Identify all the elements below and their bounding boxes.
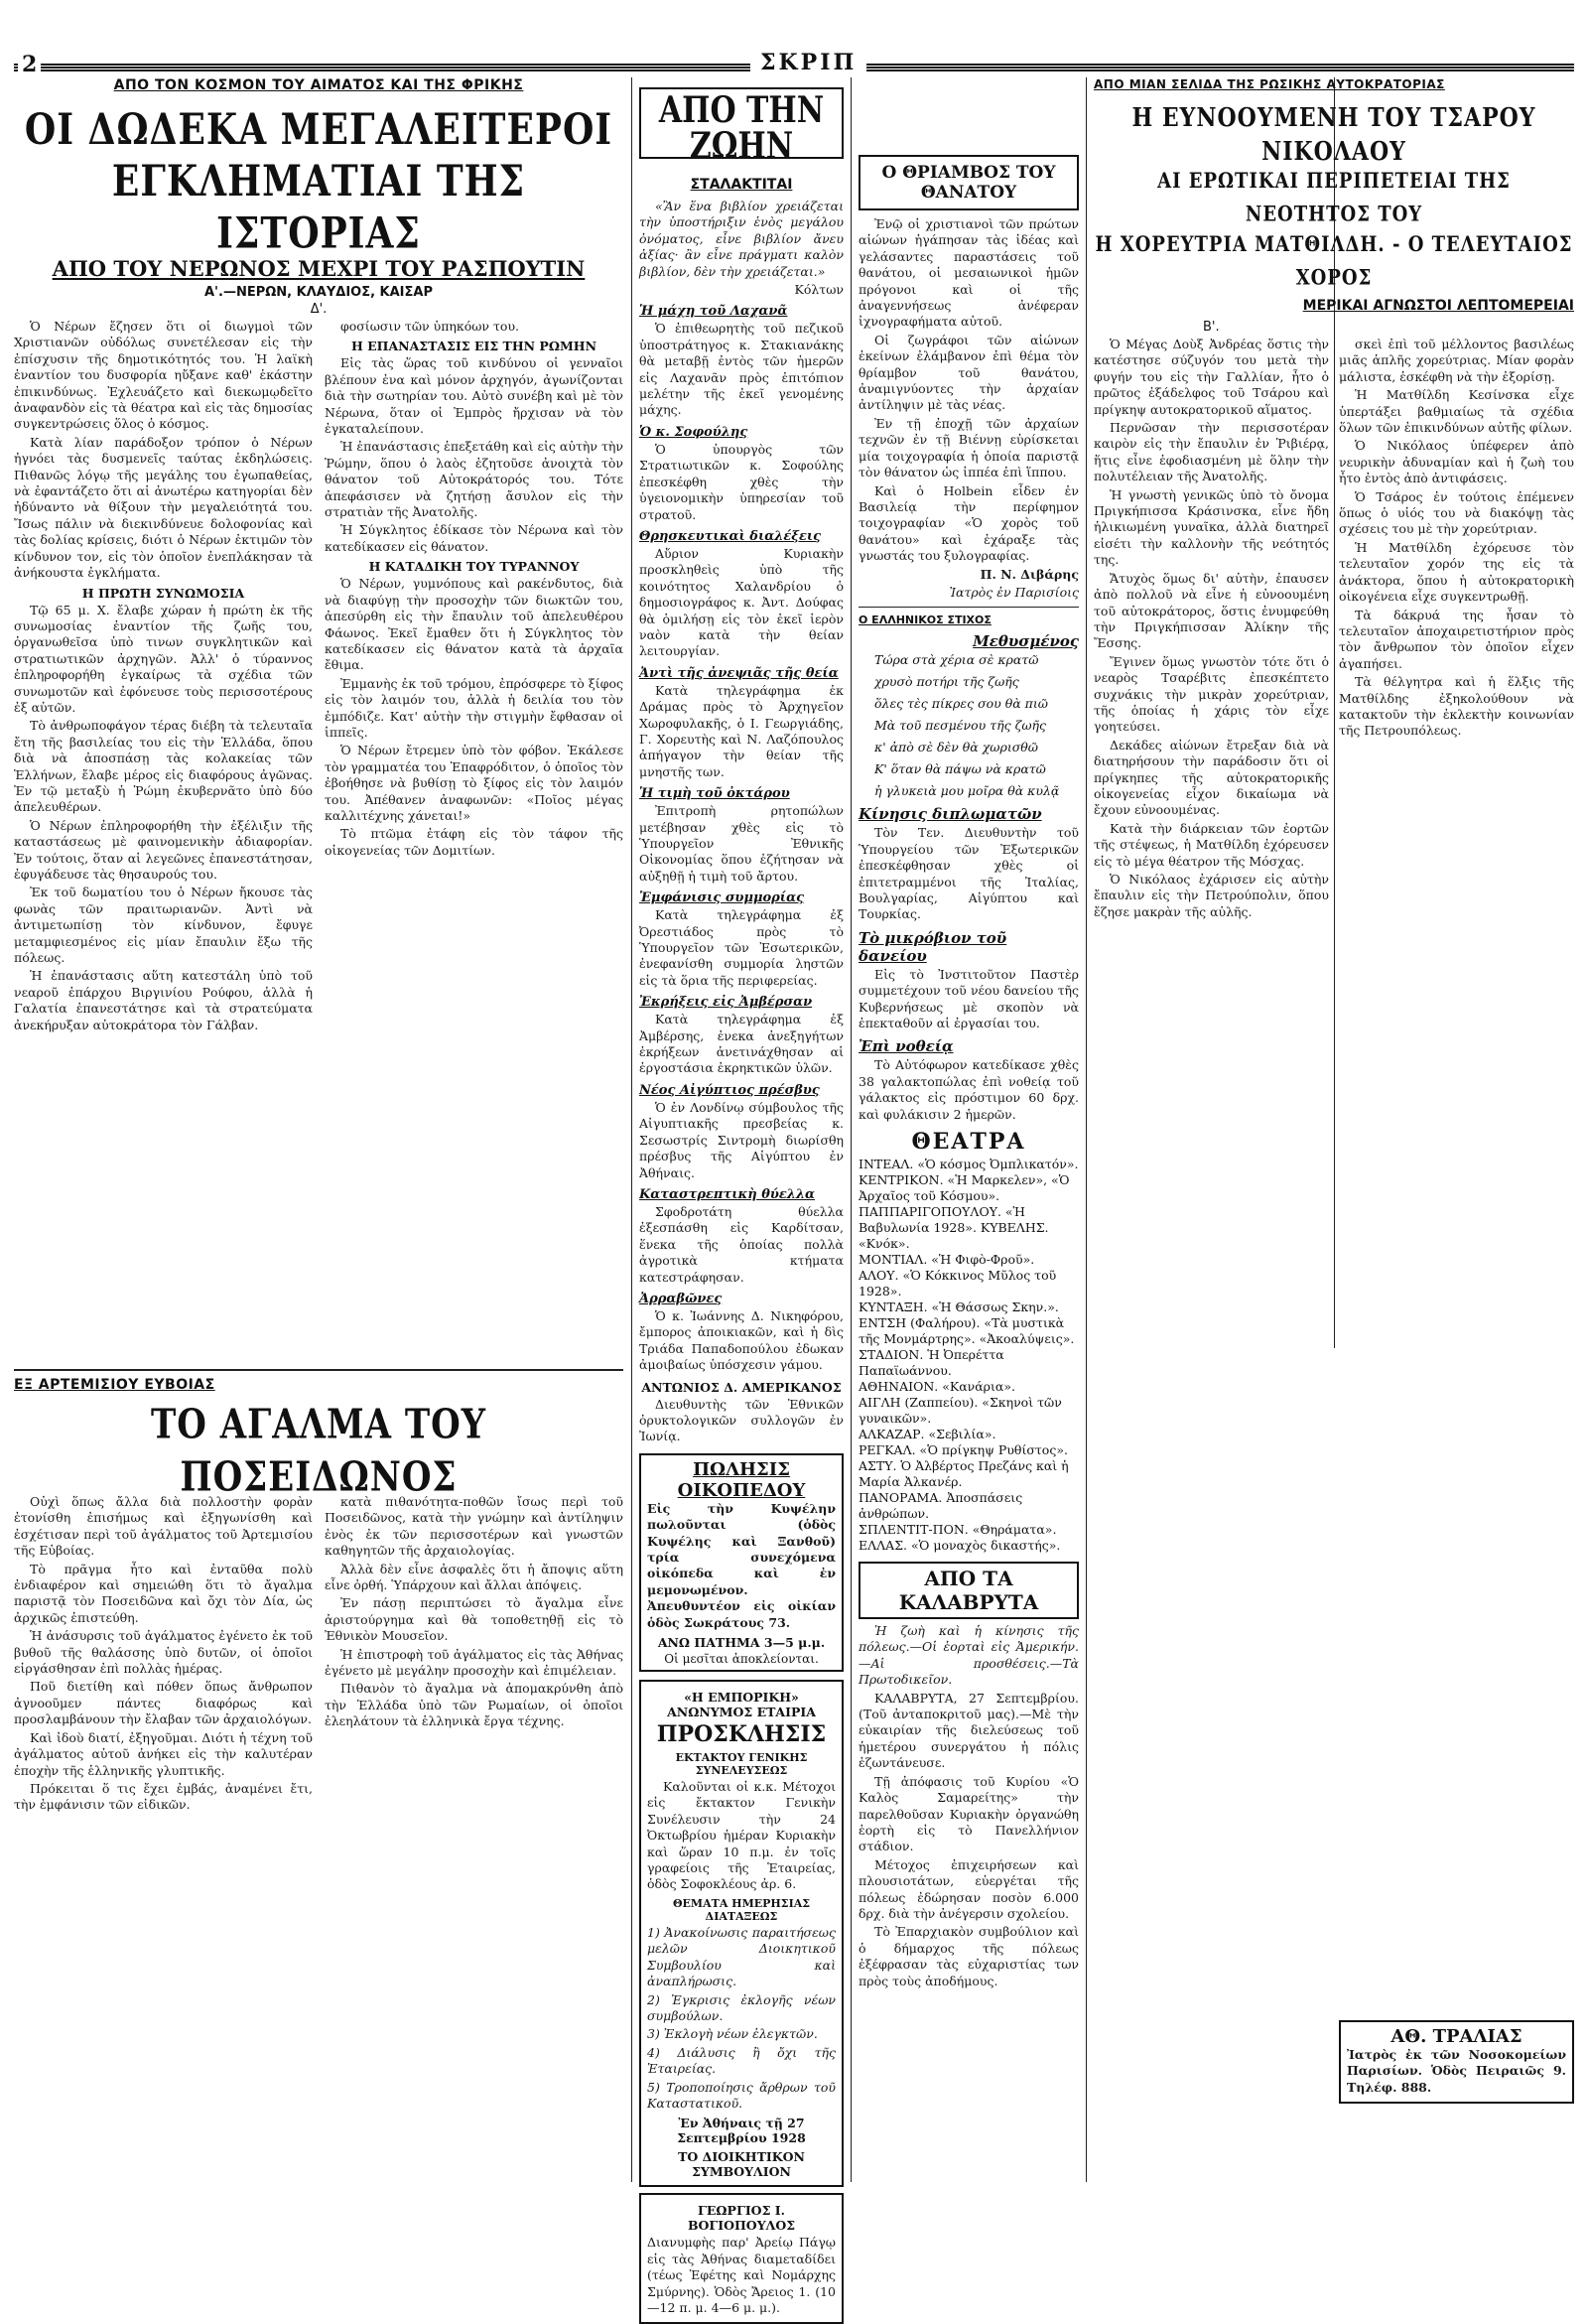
article-dek: Α'.—ΝΕΡΩΝ, ΚΛΑΥΔΙΟΣ, ΚΑΙΣΑΡ <box>203 285 433 300</box>
item-heading: Ἐμφάνισις συμμορίας <box>639 890 804 906</box>
paragraph: Δεκάδες αἰώνων ἔτρεξαν διὰ νὰ διατηρήσουν τὴν παράδοσιν ὅτι οἱ πρίγκηπες τῆς αὐτοκρατορικῆς οἰκογενείας εἶχον δικαίωμα νὰ ἔχουν εὐνοουμένας. <box>1094 737 1329 818</box>
paragraph: Ὁ Νικόλαος ὑπέφερεν ἀπὸ νευρικὴν ἀδυναμίαν καὶ ἡ ζωὴ του ἦτο ἐντὸς ἀπὸ ἀντιφάσεις. <box>1339 438 1574 486</box>
headline-line-2: ΑΙ ΕΡΩΤΙΚΑΙ ΠΕΡΙΠΕΤΕΙΑΙ ΤΗΣ ΝΕΟΤΗΤΟΣ ΤΟΥ <box>1157 168 1511 227</box>
quote: «Ἂν ἕνα βιβλίον χρειάζεται τὴν ὑποστήριξιν ἑνὸς μεγάλου ὀνόματος, εἶνε βιβλίον ἄνευ ἀξίας· ἂν εἶνε πράγματι καλὸν βιβλίον, δὲν τὴν χρειάζεται.» <box>639 199 844 279</box>
paragraph: Ἐμμανὴς ἐκ τοῦ τρόμου, ἐπρόσφερε τὸ ξίφος εἰς τὸν λαιμόν του, ἀλλὰ ἡ δειλία του τὸν ἐμπόδιζε. Κατ' αὐτὴν τὴν στιγμὴν ἔφθασαν οἱ ἱππεῖς. <box>325 675 623 740</box>
paragraph: Οἱ ζωγράφοι τῶν αἰώνων ἐκείνων ἐλάμβανον ἐπὶ θέμα τὸν θρίαμβον τοῦ θανάτου, ἀναμιγνύοντες τὴν ἀρχαίαν ἀντίληψιν μὲ τὰς νέας. <box>859 332 1079 413</box>
headline-line-1: ΟΙ ΔΩΔΕΚΑ ΜΕΓΑΛΕΙΤΕΡΟΙ <box>24 104 613 155</box>
ad-subtitle: ΕΚΤΑΚΤΟΥ ΓΕΝΙΚΗΣ ΣΥΝΕΛΕΥΣΕΩΣ <box>675 1751 808 1778</box>
headline-line-2: ΕΓΚΛΗΜΑΤΙΑΙ ΤΗΣ ΙΣΤΟΡΙΑΣ <box>111 156 526 259</box>
article-col-right <box>325 1494 623 2129</box>
section-title-box <box>639 87 844 168</box>
item-body: Ἐπιτροπὴ ρητοπώλων μετέβησαν χθὲς εἰς τὸ Ὑπουργεῖον Ἐθνικῆς Οἰκονομίας ὅπου ἐζήτησαν νὰ αὐξηθῇ ἡ τιμὴ τοῦ ἄρτου. <box>639 803 844 884</box>
theatre-line: ΙΝΤΕΑΛ. «Ὁ κόσμος Ὀμπλικατόν». <box>859 1157 1079 1172</box>
paragraph: Μέτοχος ἐπιχειρήσεων καὶ πλουσιοτάτων, εὐεργέται τῆς πόλεως ἐδώρησαν ποσὸν 6.000 δρχ. διὰ τὴν ἀνέγερσιν σχολείου. <box>859 1856 1079 1921</box>
quote-author: Κόλτων <box>794 282 844 298</box>
byline-sub: Ἰατρὸς ἐν Παρισίοις <box>949 584 1079 600</box>
poetry-kicker: Ο ΕΛΛΗΝΙΚΟΣ ΣΤΙΧΟΣ <box>859 614 992 627</box>
theatre-line: ΑΛΟΥ. «Ὁ Κόκκινος Μῦλος τοῦ 1928». <box>859 1268 1057 1299</box>
theatre-line: ΕΛΛΑΣ. «Ὁ μοναχὸς δικαστής». <box>859 1538 1061 1554</box>
paragraph: Τὸ Ἐπαρχιακὸν συμβούλιον καὶ ὁ δήμαρχος τῆς πόλεως ἐξέφρασαν τὰς εὐχαριστίας των πρὸς τοὺς ἀποδήμους. <box>859 1924 1079 1988</box>
theatre-line: ΣΤΑΔΙΟΝ. Ἡ Ὀπερέττα Παπαϊωάννου. <box>859 1347 1004 1379</box>
news-item <box>639 529 844 660</box>
paragraph: Ἡ Ματθίλδη ἐχόρευσε τὸν τελευταῖον χορόν της εἰς τὰ ἀνάκτορα, ὅπου ἡ αὐτοκρατορικὴ οἰκογένεια εἶχε συγκεντρωθῇ. <box>1339 539 1574 605</box>
theatre-line: ΚΕΝΤΡΙΚΟΝ. «Ἡ Μαρκελεν», «Ὁ Ἀρχαῖος τοῦ Κόσμου». <box>859 1172 1070 1204</box>
item-body: Εἰς τὸ Ἰνστιτοῦτον Παστὲρ συμμετέχουν τοῦ νέου δανείου τῆς Κυβερνήσεως μὲ σκοπὸν νὰ ἐπεκταθοῦν αἱ ἐργασίαι του. <box>859 966 1079 1030</box>
news-item <box>639 1187 844 1286</box>
theatre-line: ΚΥΝΤΑΞΗ. «Ἡ Θάσσως Σκην.». <box>859 1299 1059 1315</box>
paragraph: Τῇ ἀπόφασις τοῦ Κυρίου «Ὁ Καλὸς Σαμαρείτης» τὴν παρελθοῦσαν Κυριακὴν ὀργανώθη ἑορτὴ εἰς τὸ Πανελλήνιον στάδιον. <box>859 1773 1079 1854</box>
theatre-line: ΑΙΓΛΗ (Ζαππείου). «Σκηνοὶ τῶν γυναικῶν». <box>859 1395 1062 1427</box>
article-subhead: ΑΠΟ ΤΟΥ ΝΕΡΩΝΟΣ ΜΕΧΡΙ ΤΟΥ ΡΑΣΠΟΥΤΙΝ <box>52 256 586 281</box>
theatre-line: ΑΣΤΥ. Ὁ Ἀλβέρτος Πρεζάνς καὶ ἡ Μαρία Ἀλκανέρ. <box>859 1458 1069 1490</box>
item-body: Τὸ Αὐτόφωρον κατεδίκασε χθὲς 38 γαλακτοπώλας ἐπὶ νοθείᾳ τοῦ γάλακτος εἰς πρόστιμον 60 δρχ. καὶ φυλάκισιν 2 ἡμερῶν. <box>859 1057 1079 1122</box>
notice-body: Διευθυντὴς τῶν Ἐθνικῶν ὀρυκτολογικῶν συλλογῶν ἐν Ἰωνίᾳ. <box>639 1396 844 1444</box>
item-body: Ὁ ἐν Λονδίνῳ σύμβουλος τῆς Αἰγυπτιακῆς πρεσβείας κ. Σεσωστρίς Σιντρομὴ διωρίσθη πρέσβυς τῆς Αἰγύπτου ἐν Ἀθήναις. <box>639 1099 844 1180</box>
paragraph: Ἄτυχὸς ὅμως δι' αὐτὴν, ἐπαυσεν ἀπὸ πολλοῦ νὰ εἶνε ἡ εὐνοουμένη τοῦ αὐτοκράτορος, ὅστις ἐνυμφεύθη τὴν Πριγκήπισσαν Ἀλίκην τῆς Ἔσσης. <box>1094 570 1329 651</box>
headline-line-1: Η ΕΥΝΟΟΥΜΕΝΗ ΤΟΥ ΤΣΑΡΟΥ ΝΙΚΟΛΑΟΥ <box>1131 102 1536 167</box>
article-criminals <box>14 77 623 2182</box>
ad-meeting-notice <box>639 1680 844 2187</box>
paragraph: Οὐχὶ ὅπως ἄλλα διὰ πολλοστὴν φορὰν ἐτονίσθη ἐπισήμως καὶ ἐξηγωνίσθη καὶ ἐσχέτισαν περὶ τοῦ ἀγάλματος τοῦ Ἀρτεμισίου τῆς Εὐβοίας. <box>14 1494 313 1559</box>
article-kicker: ΑΠΟ ΤΟΝ ΚΟΣΜΟΝ ΤΟΥ ΑΙΜΑΤΟΣ ΚΑΙ ΤΗΣ ΦΡΙΚΗΣ <box>113 77 524 93</box>
item-heading: Τὸ μικρόβιον τοῦ δανείου <box>859 928 1007 965</box>
item-heading: Ἡ μάχη τοῦ Λαχανᾶ <box>639 304 788 320</box>
news-item <box>639 425 844 523</box>
ad-note: Οἱ μεσῖται ἀποκλείονται. <box>664 1652 819 1667</box>
column-from-life <box>639 77 844 2315</box>
column-rule <box>851 77 852 2182</box>
poem-line: χρυσὸ ποτήρι τῆς ζωῆς <box>874 674 1019 690</box>
paragraph: Ἀλλὰ δὲν εἶνε ἀσφαλὲς ὅτι ἡ ἄποψις αὕτη εἶνε ὀρθή. Ὑπάρχουν καὶ ἄλλαι ἀπόψεις. <box>325 1561 623 1593</box>
article-col-left <box>14 1494 313 2129</box>
news-item <box>639 1292 844 1374</box>
byline: Π. Ν. Διβάρης <box>980 566 1079 582</box>
ad-land-sale <box>639 1453 844 1672</box>
ad-doctor <box>1339 2020 1574 2104</box>
ad-title: ΠΩΛΗΣΙΣ ΟΙΚΟΠΕΔΟΥ <box>677 1458 806 1501</box>
item-heading: Καταστρεπτικὴ θύελλα <box>639 1186 816 1202</box>
item-body: Τὸν Τεν. Διευθυντὴν τοῦ Ὑπουργείου τῶν Ἐξωτερικῶν ἐπεσκέφθησαν χθὲς οἱ ἐπιτετραμμένοι τῆς Ἰταλίας, Βουλγαρίας, Αἰγύπτου καὶ Τουρκίας. <box>859 825 1079 922</box>
item-body: Κατὰ τηλεγράφημα ἐξ Ὀρεστιάδος πρὸς τὸ Ὑπουργεῖον τῶν Ἐσωτερικῶν, ἐνεφανίσθη συμμορία ληστῶν εἰς τὰ ὅρια τῆς περιφερείας. <box>639 907 844 988</box>
news-item <box>639 304 844 418</box>
news-item <box>859 1037 1079 1123</box>
article-part: Δ'. <box>310 302 328 317</box>
paragraph: Πρόκειται ὅ τις ἔχει ἐμβάς, ἀναμένει ἔτι, τὴν ἐμφάνισιν τῶν εἰδικῶν. <box>14 1780 313 1813</box>
item-heading: Ἡ τιμὴ τοῦ ὀκτάρου <box>639 786 790 802</box>
article-title: ΑΠΟ ΤΑ ΚΑΛΑΒΡΥΤΑ <box>898 1567 1039 1615</box>
notice-name: ΑΝΤΩΝΙΟΣ Δ. ΑΜΕΡΙΚΑΝΟΣ <box>641 1379 842 1395</box>
theatre-line: ΑΘΗΝΑΙΟΝ. «Κανάρια». <box>859 1379 1015 1395</box>
item-heading: Νέος Αἰγύπτιος πρέσβυς <box>639 1082 820 1098</box>
divider <box>859 607 1079 608</box>
column-rule <box>1086 77 1087 2182</box>
paragraph: Ἐκ τοῦ δωματίου του ὁ Νέρων ἤκουσε τὰς φωνὰς τῶν πραιτωριανῶν. Ἀντὶ νὰ ἀντιμετωπίσῃ τὸν κίνδυνον, ἔφυγε μεταμφιεσμένος εἰς μίαν ἔπαυλιν ἔξω τῆς πόλεως. <box>14 885 313 966</box>
paragraph: Εἰς τὰς ὥρας τοῦ κινδύνου οἱ γενναῖοι βλέπουν ἐνα καὶ μόνον ἀρχηγόν, ἀγωνίζονται διὰ τὴν σωτηρίαν του. Αὐτὸ συνέβη καὶ μὲ τὸν Νέρωνα, ὅταν οἱ Ἐμπρὸς ἤρχισαν νὰ τὸν ἐγκαταλείπουν. <box>325 355 623 437</box>
paragraph: σκεὶ ἐπὶ τοῦ μέλλοντος βασιλέως μιᾶς ἁπλῆς χορεύτριας. Μίαν φορὰν μάλιστα, ἐσκέφθη νὰ τὴν ἐξορίσῃ. <box>1339 337 1574 384</box>
item-heading: Ἐπὶ νοθείᾳ <box>859 1037 954 1056</box>
ad-title: ΠΡΟΣΚΛΗΣΙΣ <box>656 1721 827 1748</box>
poem-line: ὅλες τὲς πίκρες σου θὰ πιῶ <box>874 696 1048 712</box>
paragraph: Ἐν τῇ ἐποχῇ τῶν ἀρχαίων τεχνῶν ἐν τῇ Βιέννῃ εὑρίσκεται μία τοιχογραφία ἡ ὁποία παριστᾷ τὸν θάνατον ὡς ἱππέα ἐπὶ ἵππου. <box>859 415 1079 480</box>
article-title-box <box>859 1562 1079 1619</box>
news-item <box>639 1083 844 1181</box>
divider <box>14 1369 623 1371</box>
agenda-item: 1) Ἀνακοίνωσις παραιτήσεως μελῶν Διοικητικοῦ Συμβουλίου καὶ ἀναπλήρωσις. <box>647 1924 836 1989</box>
article-summary: Ἡ ζωὴ καὶ ἡ κίνησις τῆς πόλεως.—Οἱ ἑορταὶ εἰς Ἀμερικήν.—Αἱ προσθέσεις.—Τὰ Πρωτοδικεῖον. <box>859 1623 1079 1688</box>
item-body: Ὁ ὑπουργὸς τῶν Στρατιωτικῶν κ. Σοφούλης ἐπεσκέφθη χθὲς τὴν ὑγειονομικὴν ὑπηρεσίαν τοῦ στρατοῦ. <box>639 441 844 522</box>
paragraph: Τὸ πρᾶγμα ἦτο καὶ ἐνταῦθα πολὺ ἐνδιαφέρον καὶ σημειώθη ὅτι τὸ ἄγαλμα παριστᾷ τὸν Ποσειδῶνα καὶ ὄχι τὸν Δία, ὡς ἀρχικῶς ἐπιστεύθη. <box>14 1561 313 1625</box>
masthead <box>14 50 1574 77</box>
article-col-left <box>14 319 313 1361</box>
ad-lawyer <box>639 2193 844 2324</box>
paragraph: Ἡ Ματθίλδη Κεσίνσκα εἶχε ὑπερτάξει βαθμιαίως τὰ σχέδια ὅλων τῶν ἐπικινδύνων αὐτῆς φίλων. <box>1339 387 1574 436</box>
article-tsar <box>1094 77 1574 2182</box>
article-headline: ΤΟ ΑΓΑΛΜΑ ΤΟΥ ΠΟΣΕΙΔΩΝΟΣ <box>150 1401 487 1502</box>
agenda-item: 3) Ἐκλογὴ νέων ἐλεγκτῶν. <box>647 2026 818 2042</box>
paragraph: Ὁ Νέρων ἐπληροφορήθη τὴν ἐξέλιξιν τῆς καταστάσεως μὲ φαινομενικὴν ἀδιαφορίαν. Ἐν τούτοις, ὅταν αἱ λεγεῶνες ἐπανεστάτησαν, ἐφυγάδευσε τὰς θησαυρούς του. <box>14 817 313 882</box>
article-part: Β'. <box>1203 320 1220 335</box>
article-body <box>14 319 623 1361</box>
paragraph: Κατὰ λίαν παράδοξον τρόπον ὁ Νέρων ἠγνόει τὰς δυσμενεῖς ταύτας ἐκδηλώσεις. Πιθανῶς λόγῳ τῆς μεγάλης του ἐγωπαθείας, νὰ ἐφαντάζετο ὅτι αἱ ἀνωτέρω κατηγορίαι δὲν ἠδύναντο νὰ θίξουν τὴν μεγαλειότητά του. Ἴσως πάλιν νὰ διεκινδύνευε δολοφονίας καὶ τὰς δολίας κρίσεις, διότι ὁ Νέρων ἐκτιμῶν τὸν κίνδυνον τον, εἰς τὸν ὁποῖον ἐνεπλάκησαν τὰ ἀνήκουστα ἐγκλήματα. <box>14 434 313 581</box>
item-body: Αὔριον Κυριακὴν προσκληθεὶς ὑπὸ τῆς κοινότητος Χαλανδρίου ὁ δημοσιογράφος κ. Ἀντ. Δούφας θὰ ὁμιλήσῃ εἰς τὸν ἐκεῖ ἱερὸν ναὸν κατὰ τὴν θείαν λειτουργίαν. <box>639 545 844 659</box>
section-heading: Η ΠΡΩΤΗ ΣΥΝΩΜΟΣΙΑ <box>81 585 245 601</box>
article-subhead: ΜΕΡΙΚΑΙ ΑΓΝΩΣΤΟΙ ΛΕΠΤΟΜΕΡΕΙΑΙ <box>1302 298 1574 314</box>
poem-title: Μεθυσμένος <box>973 632 1079 651</box>
poem-line: Κ' ὅταν θὰ πάψω νὰ κρατῶ <box>874 761 1046 777</box>
paragraph: Ἐνῷ οἱ χριστιανοὶ τῶν πρώτων αἰώνων ἡγάπησαν τὰς ἰδέας καὶ γελάσαντες παραστάσεις τοῦ θανάτου, οἱ μεσαιωνικοὶ ἡμῶν πρόγονοι καὶ οἱ τῆς ἀναγεννήσεως ἀνέφεραν ἰχνογραφήματα αὐτοῦ. <box>859 216 1079 330</box>
paragraph: κατὰ πιθανότητα-ποθῶν ἴσως περὶ τοῦ Ποσειδῶνος, κατὰ τὴν γνώμην καὶ ἀντίληψιν ἐνὸς ἐκ τῶν περισσοτέρων καὶ γνωστῶν καθηγητῶν τῆς ἀρχαιολογίας. <box>325 1494 623 1559</box>
theatre-line: ΣΠΛΕΝΤΙΤ-ΠΟΝ. «Θηράματα». <box>859 1522 1057 1538</box>
theatre-line: ΜΟΝΤΙΑΛ. «Ἡ Φιφὸ-Φροῦ». <box>859 1252 1035 1268</box>
section-subtitle: ΣΤΑΛΑΚΤΙΤΑΙ <box>690 177 793 193</box>
paragraph: ΚΑΛΑΒΡΥΤΑ, 27 Σεπτεμβρίου. (Τοῦ ἀνταποκριτοῦ μας).—Μὲ τὴν εὐκαιρίαν τῆς διελεύσεως τοῦ ἡμετέρου συνεργάτου ἡ πόλις ἐζωντάνευσε. <box>859 1690 1079 1771</box>
news-item <box>639 890 844 989</box>
news-item <box>859 805 1079 922</box>
ad-company: «Η ΕΜΠΟΡΙΚΗ» ΑΝΩΝΥΜΟΣ ΕΤΑΙΡΙΑ <box>667 1690 816 1720</box>
paragraph: Τὰ δάκρυά της ἦσαν τὸ τελευταῖον ἀποχαιρετιστήριον πρὸς τὸν ἄνθρωπον τὸν ὁποῖον εἶχεν ἀγαπήσει. <box>1339 607 1574 671</box>
newspaper-name: ΣΚΡΙΠ <box>750 50 866 75</box>
paragraph: Τὰ θέλγητρα καὶ ἡ ἕλξις τῆς Ματθίλδης ἐξηκολούθουν νὰ κατακτοῦν τὴν ἐκλεκτὴν κοινωνίαν τῆς Πετρουπόλεως. <box>1339 674 1574 739</box>
item-body: Κατὰ τηλεγράφημα ἐξ Ἀμβέρσης, ἐνεκα ἀνεξηγήτων ἐκρήξεων ἀνετινάχθησαν αἱ ἐργοστάσια ἐκρηκτικῶν ὑλῶν. <box>639 1012 844 1076</box>
paragraph: Ἡ ἐπιστροφὴ τοῦ ἀγάλματος εἰς τὰς Ἀθήνας ἐγένετο μὲ μεγάλην προσοχὴν καὶ ἐπιμέλειαν. <box>325 1646 623 1679</box>
ad-body: Καλοῦνται οἱ κ.κ. Μέτοχοι εἰς ἔκτακτον Γενικὴν Συνέλευσιν τὴν 24 Ὀκτωβρίου ἡμέραν Κυριακὴν καὶ ὥραν 10 π.μ. ἐν τοῖς γραφείοις τῆς Ἑταιρείας, ὁδὸς Σοφοκλέους ἀρ. 6. <box>647 1779 836 1892</box>
poem-line: Μὰ τοῦ πεσμένου τῆς ζωῆς <box>874 718 1047 734</box>
section-title: ΑΠΟ ΤΗΝ ΖΩΗΝ <box>658 89 825 168</box>
paragraph: Ποῦ διετίθη καὶ πόθεν ὅπως ἄνθρωπον ἀγνοοῦμεν πάντες διαφόρως καὶ προσλαμβάνουν τὴν ἔλαβαν τῶν ἀρχαιολόγων. <box>14 1679 313 1727</box>
item-heading: Κίνησις διπλωματῶν <box>859 805 1042 824</box>
paragraph: Κατὰ τὴν διάρκειαν τῶν ἐορτῶν τῆς στέψεως, ἡ Ματθίλδη ἐχόρευσεν εἰς τὸ μέγα θέατρον τῆς Μόσχας. <box>1094 820 1329 869</box>
paragraph: Ἡ ἐπανάστασις αὕτη κατεστάλη ὑπὸ τοῦ νεαροῦ ἐπάρχου Βιργινίου Ρούφου, ἀλλὰ ἡ Γαλατία ἐπανεστάτησε καὶ τὰ στρατεύματα ἀνεκήρυξαν αὐτοκράτορα τὸν Γάλβαν. <box>14 968 313 1032</box>
ad-name: ΑΘ. ΤΡΑΛΙΑΣ <box>1390 2025 1522 2047</box>
article-body <box>14 1494 623 2129</box>
theatre-line: ΠΑΠΠΑΡΙΓΟΠΟΥΛΟΥ. «Ἡ Βαβυλωνία 1928». ΚΥΒΕΛΗΣ. «Κνόκ». <box>859 1204 1049 1252</box>
paragraph: Ὁ Νικόλαος ἐχάρισεν εἰς αὐτὴν ἔπαυλιν εἰς τὴν Πετρούπολιν, ὅπου ἔζησε μακρὰν τῆς αὐλῆς. <box>1094 872 1329 919</box>
paragraph: Καὶ ἰδοὺ διατί, ἐξηγοῦμαι. Διότι ἡ τέχνη τοῦ ἀγάλματος αὐτοῦ ἀνήκει εἰς τὴν καλυτέραν ἐποχὴν τῆς ἑλληνικῆς γλυπτικῆς. <box>14 1729 313 1778</box>
news-items <box>639 304 844 1373</box>
paragraph: Τὸ ἀνθρωποφάγον τέρας διέβη τὰ τελευταῖα ἔτη τῆς βασιλείας του εἰς τὴν Ἑλλάδα, ὅπου διὰ νὰ ἀποσπάσῃ τὰς κολακείας τῶν Ἑλλήνων, ἔλαβε μέρος εἰς διαφόρους ἀγῶνας. Ἐν τῷ μεταξὺ ἡ Ῥώμη ἐκυβερνᾶτο ὑπὸ δύο ἀπελευθέρων. <box>14 718 313 815</box>
paragraph: Πιθανὸν τὸ ἄγαλμα νὰ ἀπομακρύνθη ἀπὸ τὴν Ἑλλάδα ὑπὸ τῶν Ρωμαίων, οἱ ὁποῖοι ἐλεηλάτουν τὰ ἑλληνικὰ ἔργα τέχνης. <box>325 1681 623 1729</box>
item-heading: Ὁ κ. Σοφούλης <box>639 424 748 440</box>
paragraph: Ἡ ἐπανάστασις ἐπεξετάθη καὶ εἰς αὐτὴν τὴν Ῥώμην, ὅπου ὁ λαὸς ἐζητοῦσε ἀνοιχτὰ τὸν θάνατον τοῦ Αὐτοκράτορός του. Τότε ἀπεφάσισεν νὰ ζητήσῃ ἄσυλον εἰς τὴν στρατιὰν τῆς Ἀνατολῆς. <box>325 439 623 520</box>
ad-date: Ἐν Ἀθήναις τῇ 27 Σεπτεμβρίου 1928 <box>677 2116 806 2146</box>
theatre-title: ΘΕΑΤΡΑ <box>911 1129 1026 1156</box>
paragraph: Καὶ ὁ Holbein εἶδεν ἐν Βασιλείᾳ τὴν περίφημον τοιχογραφίαν «Ὁ χορὸς τοῦ θανάτου» καὶ ἐχάραξε τὰς γνωστάς του ξυλογραφίας. <box>859 482 1079 564</box>
paragraph: Ὁ Νέρων ἔζησεν ὅτι οἱ διωγμοὶ τῶν Χριστιανῶν οὐδόλως συνετέλεσαν εἰς τὴν ἐπίσχυσιν τῆς δημοτικότητός του. Ἡ λαϊκὴ ἐναντίον του δυσφορία ηὔξανε καθ' ἑκάστην ἐπικινδύνως. Ἐχλευάζετο καὶ διεκωμῳδεῖτο ἀναφανδὸν εἰς τὰ θέατρα καὶ εἰς τὰς δημοσίας συγκεντρώσεις ὅλος ὁ κόσμος. <box>14 319 313 432</box>
item-heading: Ἀρραβῶνες <box>639 1291 723 1306</box>
paragraph: Ἐν πάσῃ περιπτώσει τὸ ἄγαλμα εἶνε ἀριστούργημα καὶ θὰ τοποθετηθῇ εἰς τὸ Ἐθνικὸν Μουσεῖον. <box>325 1595 623 1644</box>
paragraph: Ὁ Μέγας Δοὺξ Ἀνδρέας ὅστις τὴν κατέστησε σύζυγόν του μετὰ τὴν φυγήν του εἰς τὴν Γαλλίαν, ἦτο ὁ πρῶτος ἐξάδελφος τοῦ Τσάρου καὶ πρίγκηψ αυτοκρατορικοῦ αἵματος. <box>1094 337 1329 417</box>
item-body: Σφοδροτάτη θύελλα ἐξεσπάσθη εἰς Καρδίτσαν, ἕνεκα τῆς ὁποίας πολλὰ ἀγροτικὰ κτήματα κατεστράφησαν. <box>639 1203 844 1285</box>
ad-body: Ἰατρὸς ἐκ τῶν Νοσοκομείων Παρισίων. Ὁδὸς Πειραιῶς 9. Τηλέφ. 888. <box>1347 2046 1566 2095</box>
paragraph: Ἡ γνωστὴ γενικῶς ὑπὸ τὸ ὄνομα Πριγκήπισσα Κράσινσκα, εἶνε ἤδη ἡλικιωμένη γυναῖκα, ἀλλὰ διατηρεῖ εἰσέτι τὴν καλλονὴν τῆς νεότητός της. <box>1094 486 1329 568</box>
news-item <box>639 666 844 780</box>
item-body: Κατὰ τηλεγράφημα ἐκ Δράμας πρὸς τὸ Ἀρχηγεῖον Χωροφυλακῆς, ὁ Ι. Γεωργιάδης, Γ. Χορευτὴς καὶ Ν. Λαζόπουλος ἀπήγαγον τὴν θείαν τῆς μνηστῆς των. <box>639 682 844 779</box>
page-number: 2 <box>18 52 41 77</box>
news-item <box>639 995 844 1077</box>
article-col-right <box>325 319 623 1361</box>
poem-line: ἡ γλυκειὰ μου μοῖρα θὰ κυλᾷ <box>874 783 1060 799</box>
headline-line-3: Η ΧΟΡΕΥΤΡΙΑ ΜΑΤΘΙΛΔΗ. - Ο ΤΕΛΕΥΤΑΙΟΣ ΧΟΡΟΣ <box>1095 231 1573 291</box>
article-kicker: ΑΠΟ ΜΙΑΝ ΣΕΛΙΔΑ ΤΗΣ ΡΩΣΙΚΗΣ ΑΥΤΟΚΡΑΤΟΡΙΑΣ <box>1094 77 1445 91</box>
column-triumph <box>859 77 1079 2182</box>
agenda-item: 5) Τροποποίησις ἄρθρων τοῦ Καταστατικοῦ. <box>647 2079 836 2111</box>
theatre-line: ΡΕΓΚΑΛ. «Ὁ πρίγκηψ Ρυθίστος». <box>859 1442 1068 1458</box>
poem-line: Τώρα στὰ χέρια σὲ κρατῶ <box>874 652 1039 668</box>
agenda-title: ΘΕΜΑΤΑ ΗΜΕΡΗΣΙΑΣ ΔΙΑΤΑΞΕΩΣ <box>672 1896 811 1923</box>
paragraph: Ὁ Νέρων ἔτρεμεν ὑπὸ τὸν φόβον. Ἐκάλεσε τὸν γραμματέα του Ἐπαφρόδιτον, ὁ ὁποῖος τὸν ἐβοήθησε νὰ βυθίσῃ τὸ ξίφος εἰς τὸν λαιμόν του. Ἀπέθανεν ἀναφωνῶν: «Ποῖος μέγας καλλιτέχνης χάνεται!» <box>325 743 623 823</box>
article-col-right <box>1339 337 1574 2104</box>
paragraph: φοσίωσιν τῶν ὑπηκόων του. <box>340 319 520 334</box>
news-item <box>859 929 1079 1032</box>
article-title: Ο ΘΡΙΑΜΒΟΣ ΤΟΥ ΘΑΝΑΤΟΥ <box>881 163 1056 203</box>
ad-board: ΤΟ ΔΙΟΙΚΗΤΙΚΟΝ ΣΥΜΒΟΥΛΙΟΝ <box>678 2149 805 2180</box>
theatre-list <box>859 1157 1079 1554</box>
ad-hours: ΑΝΩ ΠΑΤΗΜΑ 3—5 μ.μ. <box>657 1635 826 1651</box>
paragraph: Ἡ Σύγκλητος ἐδίκασε τὸν Νέρωνα καὶ τὸν κατεδίκασεν εἰς θάνατον. <box>325 522 623 554</box>
column-rule <box>631 77 632 2182</box>
item-body: Ὁ κ. Ἰωάννης Δ. Νικηφόρου, ἔμπορος ἀποικιακῶν, καὶ ἡ δὶς Τριάδα Παπαδοπούλου ἐδωκαν ἀμοιβαίως ὑπόσχεσιν γάμου. <box>639 1307 844 1373</box>
paragraph: Ὁ Νέρων, γυμνόπους καὶ ρακένδυτος, διὰ νὰ διαφύγῃ τὴν προσοχὴν τῶν διωκτῶν του, ἀπεσύρθη εἰς τὴν ἔπαυλιν τοῦ ἀπελευθέρου Φάωνος. Ἐκεῖ ἔμαθεν ὅτι ἡ Σύγκλητος τὸν κατεδίκασεν εἰς θάνατον κατὰ τὰ ἀρχαῖα ἔθιμα. <box>325 576 623 673</box>
ad-body: Εἰς τὴν Κυψέλην πωλοῦνται (ὁδὸς Κυψέλης καὶ Ξανθοῦ) τρία συνεχόμενα οἰκόπεδα καὶ ἐν μεμονωμένον. Ἀπευθυντέον εἰς οἰκίαν ὁδὸς Σωκράτους 73. <box>647 1500 836 1630</box>
paragraph: Τὸ πτῶμα ἐτάφη εἰς τὸν τάφον τῆς οἰκογενείας τῶν Δομιτίων. <box>325 826 623 858</box>
ad-body: Διανυμφὴς παρ' Ἀρείῳ Πάγῳ εἰς τὰς Ἀθήνας διαμεταδίδει (τέως Ἐφέτης καὶ Νομάρχης Σμύρνης). Ὁδὸς Ἄρειος 1. (10—12 π. μ. 4—6 μ. μ.). <box>647 2235 836 2315</box>
item-heading: Θρησκευτικαὶ διαλέξεις <box>639 528 822 544</box>
theatre-line: ΠΑΝΟΡΑΜΑ. Ἀποσπάσεις ἀνθρώπων. <box>859 1490 1023 1522</box>
agenda-item: 2) Ἐγκρισις ἐκλογῆς νέων συμβούλων. <box>647 1991 836 2023</box>
paragraph: Ἔγινεν ὅμως γνωστὸν τότε ὅτι ὁ νεαρὸς Τσαρέβιτς ἐπεσκέπτετο συχνάκις τὴν μικρὰν χορεύτριαν, τῆς ὁποίας ἡ χάρις τὸν εἶχε γοητεύσει. <box>1094 653 1329 735</box>
item-heading: Ἐκρήξεις εἰς Ἀμβέρσαν <box>639 995 813 1011</box>
ad-name: ΓΕΩΡΓΙΟΣ Ι. ΒΟΓΙΟΠΟΥΛΟΣ <box>687 2203 796 2234</box>
paragraph: Περνῶσαν τὴν περισσοτέραν καιρὸν εἰς τὴν ἔπαυλιν ἐν Ῥιβιέρᾳ, ἥτις εἶνε ἐφοδιασμένη μὲ ὅλην τὴν πολυτέλειαν τῆς Ἀνατολῆς. <box>1094 420 1329 484</box>
paragraph: Ὁ Τσάρος ἐν τούτοις ἐπέμενεν ὅπως ὁ υἱός του νὰ διακόψῃ τὰς σχέσεις του μὲ τὴν χορεύτριαν. <box>1339 488 1574 537</box>
poem-line: κ' ἀπὸ σὲ δὲν θὰ χωρισθῶ <box>874 740 1038 755</box>
article-body <box>1094 337 1574 2104</box>
section-heading: Η ΚΑΤΑΔΙΚΗ ΤΟΥ ΤΥΡΑΝΝΟΥ <box>368 559 580 575</box>
news-item <box>639 786 844 885</box>
paragraph: Τῷ 65 μ. Χ. ἔλαβε χώραν ἡ πρώτη ἐκ τῆς συνωμοσίας ἐναντίον τῆς ζωῆς του, ὀργανωθεῖσα ὑπὸ τινων συγκλητικῶν καὶ στρατιωτικῶν ἀρχηγῶν. Ἀλλ' ὁ τύραννος ἐπληροφορήθη ἐγκαίρως τὰ σχέδια τῶν συνωμοτῶν καὶ ἐφόνευσε τοὺς περισσοτέρους ἐξ αὐτῶν. <box>14 602 313 715</box>
item-body: Ὁ ἐπιθεωρητὴς τοῦ πεζικοῦ ὑποστράτηγος κ. Στακιανάκης θὰ μεταβῇ ἐντὸς τῶν ἡμερῶν εἰς Λαχανᾶν πρὸς ἐπιτόπιον μελέτην τῆς ἐκεῖ γενομένης μάχης. <box>639 321 844 418</box>
paragraph: Ἡ ἀνάσυρσις τοῦ ἀγάλματος ἐγένετο ἐκ τοῦ βυθοῦ τῆς θαλάσσης ὑπὸ δυτῶν, οἱ ὁποῖοι εἰργάσθησαν ἐπὶ πολλὰς ἡμέρας. <box>14 1628 313 1677</box>
section-heading: Η ΕΠΑΝΑΣΤΑΣΙΣ ΕΙΣ ΤΗΝ ΡΩΜΗΝ <box>350 339 597 354</box>
theatre-line: ΑΛΚΑΖΑΡ. «Σεβιλία». <box>859 1427 996 1442</box>
article-title-box <box>859 155 1079 210</box>
agenda-item: 4) Διάλυσις ἢ ὄχι τῆς Ἑταιρείας. <box>647 2044 836 2077</box>
article-kicker: ΕΞ ΑΡΤΕΜΙΣΙΟΥ ΕΥΒΟΙΑΣ <box>14 1377 215 1393</box>
article-col-left <box>1094 337 1329 2104</box>
item-heading: Ἀντὶ τῆς ἀνεψιᾶς τῆς θεία <box>639 665 839 681</box>
theatre-line: ΕΝΤΣΗ (Φαλήρου). «Τὰ μυστικὰ τῆς Μονμάρτρης». «Ἀκοαλύψεις». <box>859 1315 1075 1347</box>
